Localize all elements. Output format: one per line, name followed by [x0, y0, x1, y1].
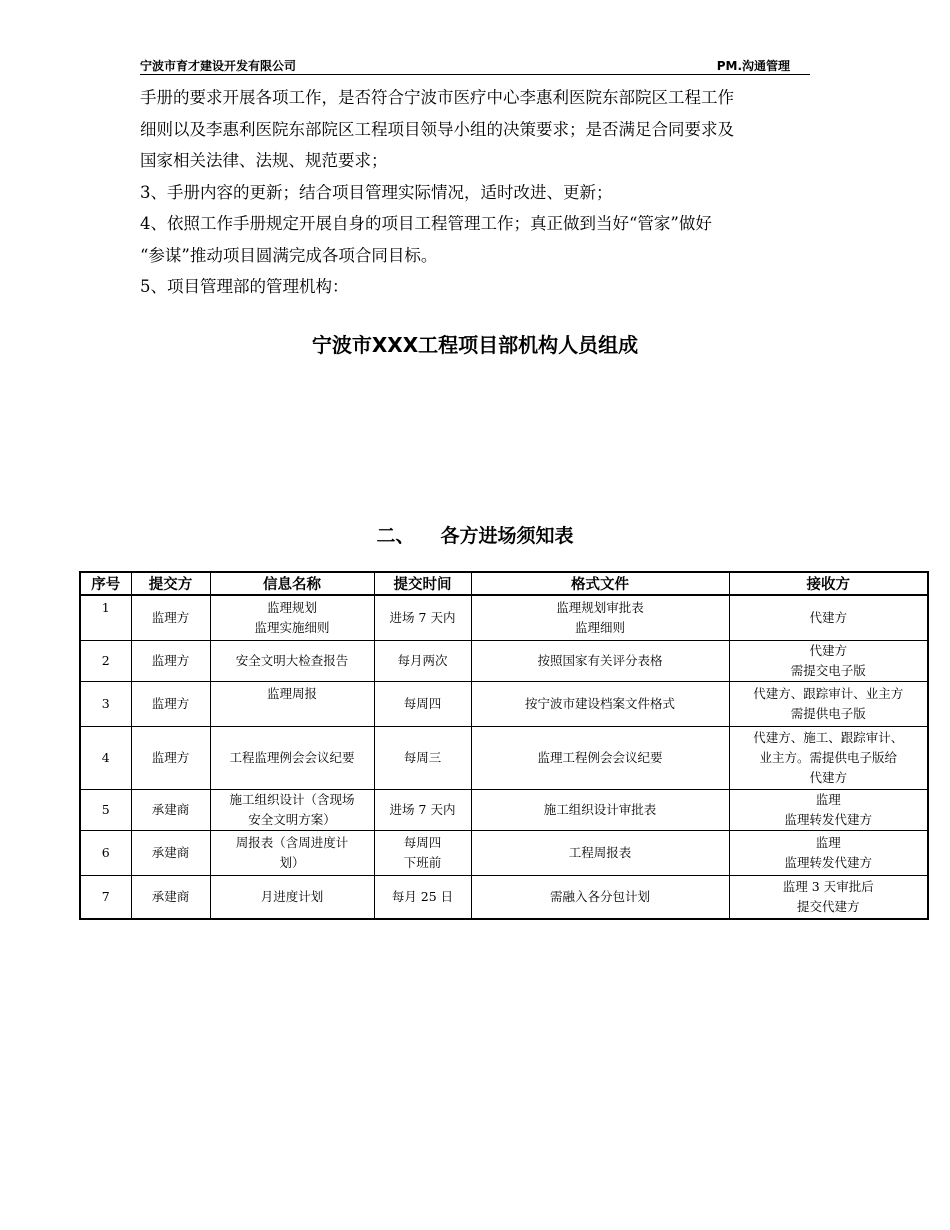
section-title — [0, 521, 950, 548]
cell-info — [210, 831, 374, 876]
table-row — [80, 595, 928, 641]
cell-info — [210, 727, 374, 790]
header-cell-info: 信息名称 — [210, 572, 374, 595]
cell-time — [374, 641, 471, 682]
table-row — [80, 876, 928, 920]
cell-line: 监理规划审批表 — [556, 600, 644, 615]
cell-line: 进场 7 天内 — [389, 610, 456, 625]
cell-line: 监理 3 天审批后 — [782, 879, 874, 894]
cell-no: 6 — [80, 831, 131, 876]
cell-no: 5 — [80, 790, 131, 831]
table-row — [80, 790, 928, 831]
cell-line: 监理细则 — [574, 620, 625, 635]
cell-line: 工程监理例会会议纪要 — [229, 750, 355, 765]
cell-no: 1 — [80, 595, 131, 641]
cell-receiver — [729, 876, 928, 920]
cell-line: 按宁波市建设档案文件格式 — [524, 696, 675, 711]
cell-line: 每月 25 日 — [391, 889, 454, 904]
cell-line: 代建方 — [809, 643, 847, 658]
cell-submitter: 监理方 — [131, 682, 210, 727]
cell-format — [471, 876, 729, 920]
cell-info — [210, 682, 374, 727]
cell-line: 需提供电子版 — [790, 706, 866, 721]
cell-submitter: 监理方 — [131, 641, 210, 682]
org-chart-title: 宁波市XXX工程项目部机构人员组成 — [311, 333, 639, 357]
cell-line: 代建方 — [809, 770, 847, 785]
cell-submitter: 承建商 — [131, 831, 210, 876]
table-row — [80, 727, 928, 790]
cell-time — [374, 831, 471, 876]
header-company: 宁波市育才建设开发有限公司 — [140, 59, 297, 73]
section-number: 二、 — [376, 525, 415, 547]
cell-info — [210, 790, 374, 831]
cell-submitter: 承建商 — [131, 790, 210, 831]
cell-line: 每周三 — [403, 750, 442, 765]
cell-line: 划） — [279, 855, 305, 870]
cell-line: 监理 — [815, 835, 841, 850]
paragraph-line: 细则以及李惠利医院东部院区工程项目领导小组的决策要求；是否满足合同要求及 — [140, 119, 734, 139]
cell-line: 监理周报 — [266, 686, 317, 701]
cell-info — [210, 595, 374, 641]
body-text — [140, 82, 812, 303]
cell-no: 4 — [80, 727, 131, 790]
page-header — [140, 56, 810, 75]
cell-line: 工程周报表 — [568, 845, 632, 860]
header-section: PM.沟通管理 — [716, 59, 790, 73]
cell-receiver — [729, 727, 928, 790]
cell-line: 监理转发代建方 — [784, 855, 872, 870]
cell-line: 代建方、施工、跟踪审计、 — [753, 730, 904, 745]
cell-time — [374, 595, 471, 641]
table-header-row — [80, 572, 928, 595]
cell-receiver — [729, 682, 928, 727]
table-row — [80, 682, 928, 727]
header-cell-format: 格式文件 — [471, 572, 729, 595]
cell-info — [210, 641, 374, 682]
cell-submitter: 监理方 — [131, 727, 210, 790]
cell-line: 进场 7 天内 — [389, 802, 456, 817]
paragraph-line: 5、项目管理部的管理机构： — [140, 277, 349, 296]
cell-format — [471, 641, 729, 682]
header-cell-receiver: 接收方 — [729, 572, 928, 595]
paragraph-line: 3、手册内容的更新；结合项目管理实际情况，适时改进、更新； — [140, 182, 613, 202]
cell-line: 监理转发代建方 — [784, 812, 872, 827]
cell-line: 提交代建方 — [796, 899, 860, 914]
cell-receiver — [729, 595, 928, 641]
cell-line: 监理规划 — [266, 600, 317, 615]
paragraph-line: 国家相关法律、法规、规范要求； — [140, 151, 388, 170]
cell-time — [374, 790, 471, 831]
paragraph-line: 4、依照工作手册规定开展自身的项目工程管理工作；真正做到当好“管家”做好 — [140, 214, 712, 233]
cell-format — [471, 790, 729, 831]
cell-line: 需融入各分包计划 — [549, 889, 650, 904]
table-row — [80, 641, 928, 682]
cell-submitter: 承建商 — [131, 876, 210, 920]
cell-time — [374, 876, 471, 920]
cell-line: 监理工程例会会议纪要 — [537, 750, 663, 765]
cell-format — [471, 831, 729, 876]
cell-line: 周报表（含周进度计 — [235, 835, 349, 850]
header-cell-time: 提交时间 — [374, 572, 471, 595]
cell-line: 监理 — [815, 792, 841, 807]
cell-no: 2 — [80, 641, 131, 682]
header-cell-submitter: 提交方 — [131, 572, 210, 595]
cell-receiver — [729, 790, 928, 831]
cell-line: 按照国家有关评分表格 — [537, 653, 663, 668]
cell-line: 每周四 — [403, 835, 442, 850]
entry-notice-table — [79, 571, 929, 920]
paragraph-line: “参谋”推动项目圆满完成各项合同目标。 — [140, 245, 438, 265]
cell-format — [471, 727, 729, 790]
paragraph-line: 手册的要求开展各项工作，是否符合宁波市医疗中心李惠利医院东部院区工程工作 — [140, 88, 734, 107]
cell-format — [471, 595, 729, 641]
cell-line: 每月两次 — [397, 653, 448, 668]
cell-line: 业主方。需提供电子版给 — [759, 750, 897, 765]
cell-line: 代建方 — [809, 610, 847, 625]
cell-line: 需提交电子版 — [790, 663, 866, 678]
cell-line: 施工组织设计（含现场 — [229, 792, 355, 807]
cell-line: 每周四 — [403, 696, 442, 711]
cell-line: 安全文明大检查报告 — [235, 653, 349, 668]
cell-line: 安全文明方案） — [248, 812, 336, 827]
cell-line: 监理实施细则 — [254, 620, 330, 635]
table-row — [80, 831, 928, 876]
header-cell-no: 序号 — [80, 572, 131, 595]
cell-time — [374, 727, 471, 790]
cell-submitter: 监理方 — [131, 595, 210, 641]
cell-no: 7 — [80, 876, 131, 920]
cell-line: 下班前 — [403, 855, 442, 870]
section-heading: 各方进场须知表 — [440, 525, 574, 547]
cell-time — [374, 682, 471, 727]
cell-no: 3 — [80, 682, 131, 727]
cell-line: 施工组织设计审批表 — [543, 802, 657, 817]
cell-format — [471, 682, 729, 727]
cell-receiver — [729, 831, 928, 876]
cell-info — [210, 876, 374, 920]
cell-line: 月进度计划 — [260, 889, 324, 904]
cell-line: 代建方、跟踪审计、业主方 — [753, 686, 904, 701]
cell-receiver — [729, 641, 928, 682]
